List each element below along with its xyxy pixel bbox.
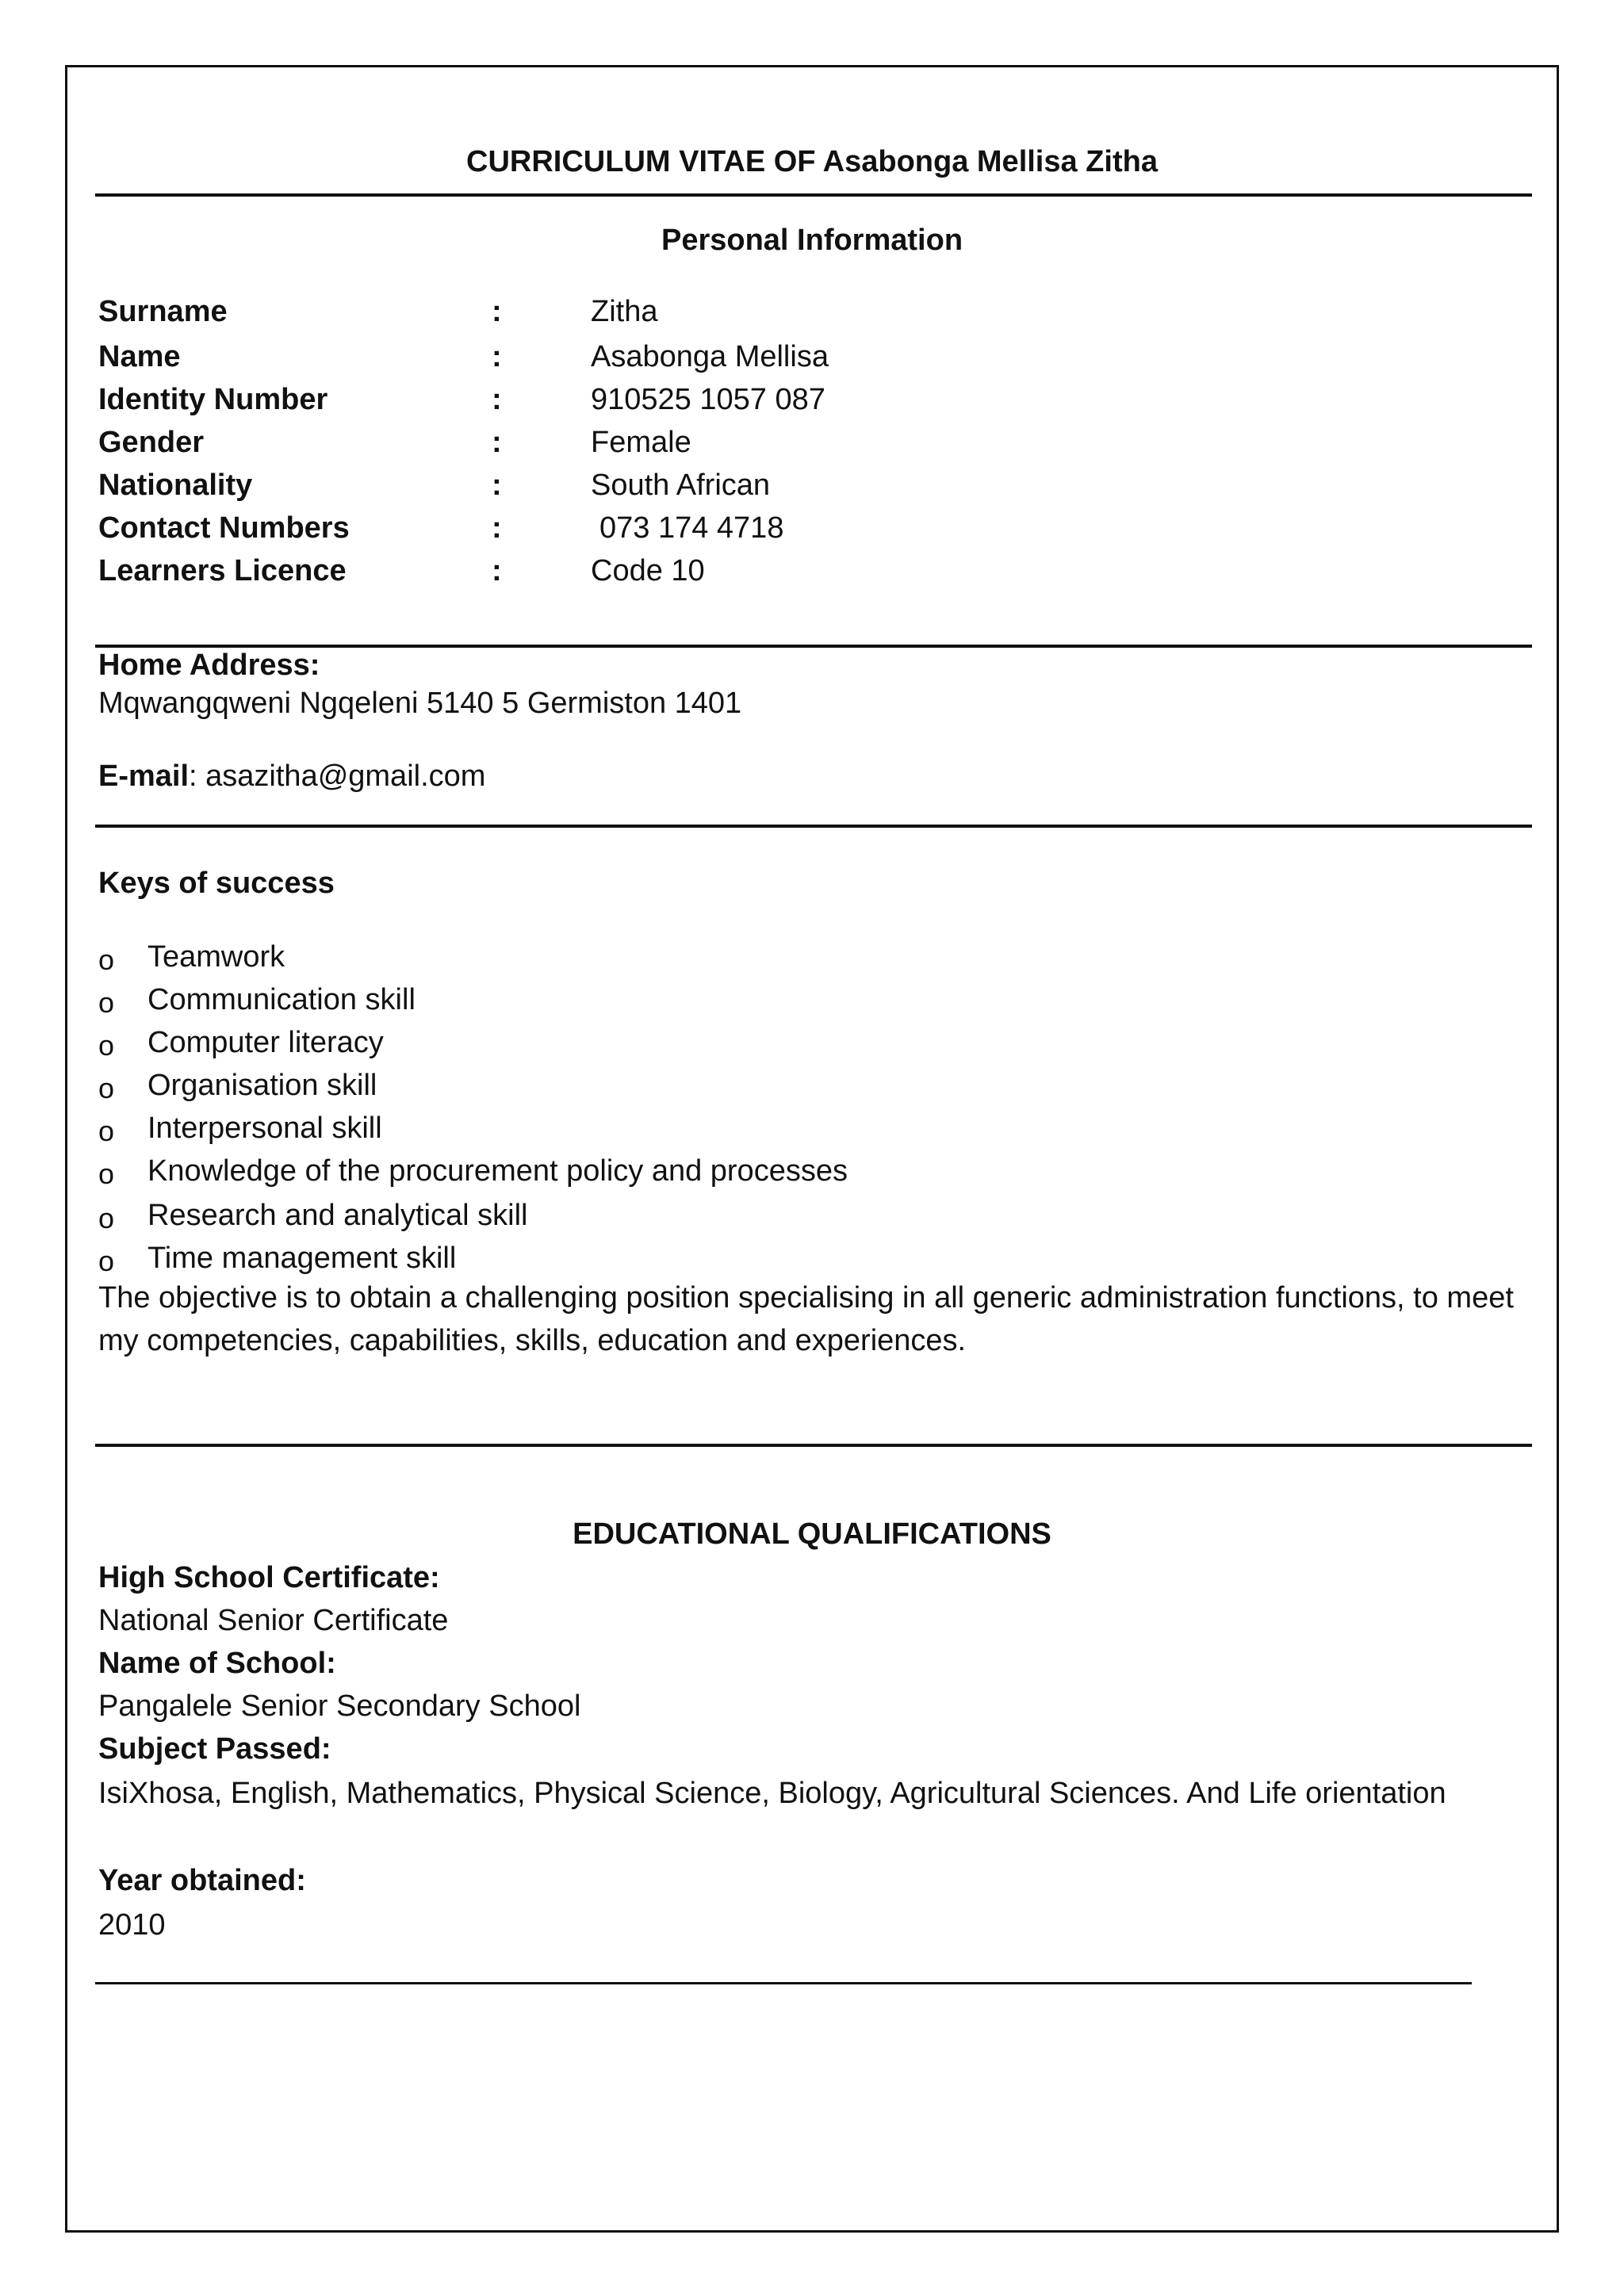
info-separator: : (492, 469, 502, 502)
bullet-marker: o (98, 1029, 115, 1062)
info-label: Nationality (98, 469, 253, 502)
info-label: Name (98, 340, 181, 373)
info-separator: : (492, 426, 502, 459)
info-separator: : (492, 340, 502, 373)
education-divider (95, 1444, 1532, 1447)
list-item-text: Time management skill (147, 1242, 457, 1275)
list-item-text: Research and analytical skill (147, 1199, 528, 1232)
info-row-surname (98, 295, 1526, 331)
list-item (98, 1154, 1446, 1191)
school-label: Name of School: (98, 1647, 336, 1680)
keys-divider (95, 825, 1532, 828)
bullet-marker: o (98, 943, 115, 976)
info-separator: : (492, 511, 502, 545)
info-row-learners-licence (98, 554, 1526, 591)
info-label: Identity Number (98, 383, 328, 416)
info-label: Gender (98, 426, 205, 459)
certificate-value: National Senior Certificate (98, 1604, 449, 1637)
list-item (98, 1199, 1446, 1235)
certificate-label: High School Certificate: (98, 1561, 440, 1594)
education-heading: EDUCATIONAL QUALIFICATIONS (573, 1517, 1051, 1551)
info-label: Contact Numbers (98, 511, 350, 545)
bullet-marker: o (98, 1115, 115, 1147)
email-label: E-mail (98, 760, 190, 793)
objective-paragraph: The objective is to obtain a challenging position specialising in all generic administration functions, to meet my competencies, capabilities, skills, education and experiences. (98, 1281, 1514, 1357)
document-title: CURRICULUM VITAE OF Asabonga Mellisa Zitha (466, 145, 1158, 178)
year-value: 2010 (98, 1908, 166, 1942)
personal-info-heading: Personal Information (661, 224, 963, 257)
info-value: Female (591, 426, 691, 459)
info-row-contact-numbers (98, 511, 1526, 548)
info-label: Surname (98, 295, 228, 328)
info-value: 910525 1057 087 (591, 383, 825, 416)
subjects-label: Subject Passed: (98, 1732, 331, 1766)
list-item (98, 1242, 1446, 1278)
closing-divider (95, 1982, 1472, 1984)
info-label: Learners Licence (98, 554, 347, 587)
home-address-value: Mqwangqweni Ngqeleni 5140 5 Germiston 1401 (98, 687, 742, 720)
info-value: Zitha (591, 295, 658, 328)
bullet-marker: o (98, 986, 115, 1019)
list-item (98, 1026, 1446, 1062)
keys-heading: Keys of success (98, 867, 335, 900)
email-line (98, 760, 485, 794)
info-row-gender (98, 426, 1526, 462)
info-row-nationality (98, 469, 1526, 505)
list-item (98, 983, 1446, 1020)
list-item-text: Computer literacy (147, 1026, 384, 1059)
info-separator: : (492, 295, 502, 328)
list-item-text: Teamwork (147, 940, 285, 974)
list-item-text: Interpersonal skill (147, 1112, 382, 1145)
bullet-marker: o (98, 1072, 115, 1104)
list-item-text: Communication skill (147, 983, 416, 1016)
info-value: Asabonga Mellisa (591, 340, 829, 373)
info-row-name (98, 340, 1526, 377)
info-value: 073 174 4718 (599, 511, 784, 545)
subjects-value: IsiXhosa, English, Mathematics, Physical Science, Biology, Agricultural Sciences. And Life orientation (98, 1777, 1446, 1810)
title-divider (95, 193, 1532, 197)
bullet-marker: o (98, 1245, 115, 1277)
list-item (98, 1112, 1446, 1148)
bullet-marker: o (98, 1202, 115, 1234)
email-value: : asazitha@gmail.com (189, 760, 486, 793)
year-label: Year obtained: (98, 1864, 306, 1897)
info-separator: : (492, 383, 502, 416)
info-value: South African (591, 469, 771, 502)
address-divider (95, 645, 1532, 648)
list-item (98, 1069, 1446, 1105)
bullet-marker: o (98, 1158, 115, 1190)
info-separator: : (492, 554, 502, 587)
info-row-identity-number (98, 383, 1526, 419)
list-item-text: Knowledge of the procurement policy and processes (147, 1154, 848, 1188)
home-address-label: Home Address: (98, 649, 320, 682)
school-value: Pangalele Senior Secondary School (98, 1689, 581, 1723)
list-item (98, 940, 1446, 977)
list-item-text: Organisation skill (147, 1069, 377, 1102)
info-value: Code 10 (591, 554, 705, 587)
